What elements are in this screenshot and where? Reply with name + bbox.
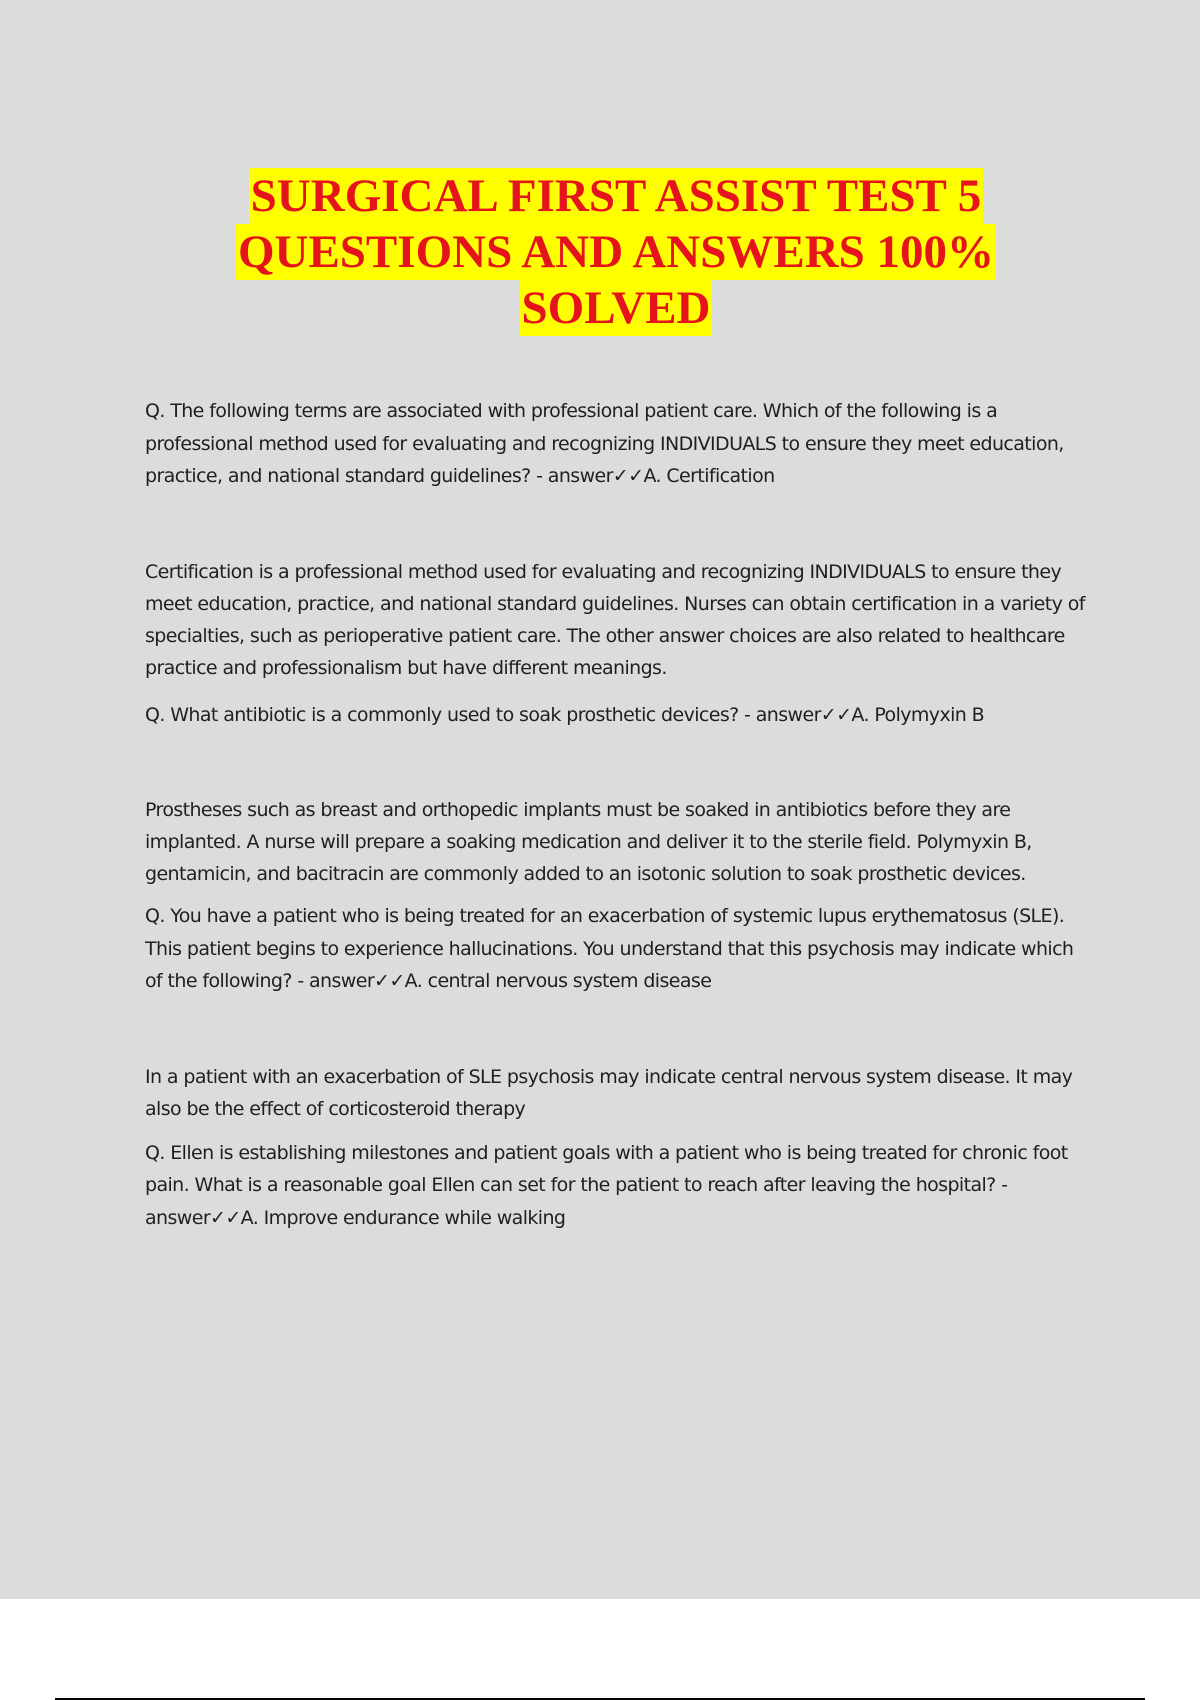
explanation-1: Certification is a professional method used for evaluating and recognizing INDIVIDUALS to ensure they meet education, practice, and national standard guidelines. Nurses can obtain certification in a variety of specialties, such as perioperative patient care. The other answer choices are also related to healthcare practice and professionalism but have different meanings. [145,560,1085,679]
question-1: Q. The following terms are associated with professional patient care. Which of the following is a professional method used for evaluating and recognizing INDIVIDUALS to ensure they meet education, practice, and national standard guidelines? - answer✓✓A. Certification [145,400,1064,487]
document-title [0,168,1200,336]
title-line-2: QUESTIONS AND ANSWERS 100% [237,226,995,278]
title-line-3: SOLVED [521,282,711,334]
question-2: Q. What antibiotic is a commonly used to soak prosthetic devices? - answer✓✓A. Polymyxin B [145,703,985,726]
document-body [145,395,1095,1234]
explanation-3: In a patient with an exacerbation of SLE psychosis may indicate central nervous system disease. It may also be the effect of corticosteroid therapy [145,1065,1073,1120]
explanation-2: Prostheses such as breast and orthopedic implants must be soaked in antibiotics before they are implanted. A nurse will prepare a soaking medication and deliver it to the sterile field. Polymyxin B, gentamicin, and bacitracin are commonly added to an isotonic solution to soak prosthetic devices. [145,799,1032,885]
question-4: Q. Ellen is establishing milestones and patient goals with a patient who is being treated for chronic foot pain. What is a reasonable goal Ellen can set for the patient to reach after leaving the hospital? - answer✓✓A. Improve endurance while walking [145,1141,1068,1229]
question-3: Q. You have a patient who is being treated for an exacerbation of systemic lupus erythematosus (SLE). This patient begins to experience hallucinations. You understand that this psychosis may indicate which of the following? - answer✓✓A. central nervous system disease [145,905,1074,992]
title-line-1: SURGICAL FIRST ASSIST TEST 5 [250,170,982,222]
